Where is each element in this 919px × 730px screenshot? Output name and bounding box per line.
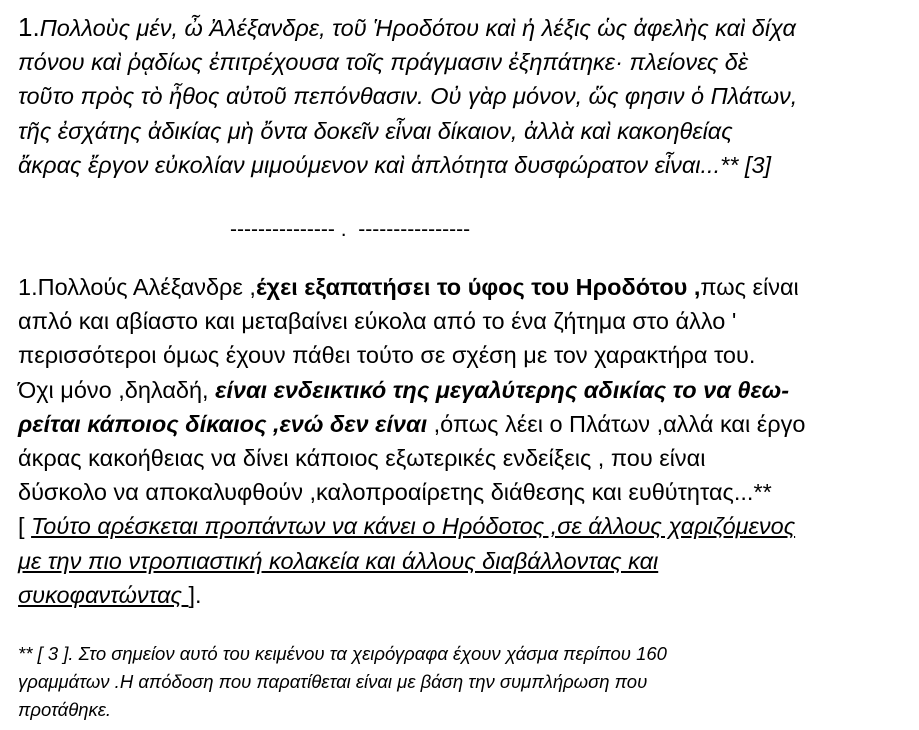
footnote xyxy=(18,640,898,724)
translation-line-8: [ Τούτο αρέσκεται προπάντων να κάνει ο Ηρόδοτος ,σε άλλους χαριζόμενος xyxy=(18,513,796,540)
ancient-line-3: τοῦτο πρὸς τὸ ἦθος αὐτοῦ πεπόνθασιν. Οὐ γὰρ μόνον, ὥς φησιν ὁ Πλάτων, xyxy=(18,83,798,110)
translation-line-9: με την πιο ντροπιαστική κολακεία και άλλους διαβάλλοντας και xyxy=(18,547,659,574)
modern-greek-translation xyxy=(18,270,913,612)
section-separator: --------------- . ---------------- xyxy=(230,218,471,241)
translation-line-3: περισσότεροι όμως έχουν πάθει τούτο σε σχέση με τον χαρακτήρα του. xyxy=(18,342,756,369)
ancient-line-2: πόνου καὶ ῥᾳδίως ἐπιτρέχουσα τοῖς πράγμασιν ἐξηπάτηκε· πλείονες δὲ xyxy=(18,49,749,76)
translation-line-7: δύσκολο να αποκαλυφθούν ,καλοπροαίρετης διάθεσης και ευθύτητας...** xyxy=(18,479,772,506)
translation-line-4: Όχι μόνο ,δηλαδή, είναι ενδεικτικό της μεγαλύτερης αδικίας το να θεω- xyxy=(18,376,790,403)
ancient-line-5: ἄκρας ἔργον εὐκολίαν μιμούμενον καὶ ἁπλότητα δυσφώρατον εἶναι...** [3] xyxy=(18,151,772,178)
footnote-line-2: γραμμάτων .Η απόδοση που παρατίθεται είναι με βάση την συμπλήρωση που xyxy=(18,671,648,692)
ancient-greek-passage xyxy=(18,10,913,182)
ancient-line-4: τῆς ἐσχάτης ἀδικίας μὴ ὄντα δοκεῖν εἶναι δίκαιον, ἀλλὰ καὶ κακοηθείας xyxy=(18,117,733,144)
footnote-line-1: ** [ 3 ]. Στο σημείον αυτό του κειμένου τα χειρόγραφα έχουν χάσμα περίπου 160 xyxy=(18,643,667,664)
translation-line-6: άκρας κακοήθειας να δίνει κάποιος εξωτερικές ενδείξεις , που είναι xyxy=(18,445,706,472)
translation-line-10: συκοφαντώντας ]. xyxy=(18,581,202,608)
ancient-line-1: 1.Πολλοὺς μέν, ὦ Ἀλέξανδρε, τοῦ Ἡροδότου καὶ ἡ λέξις ὡς ἀφελὴς καὶ δίχα xyxy=(18,12,796,42)
translation-line-1: 1.Πολλούς Αλέξανδρε ,έχει εξαπατήσει το ύφος του Ηροδότου ,πως είναι xyxy=(18,274,799,300)
passage-number: 1. xyxy=(18,12,40,42)
footnote-line-3: προτάθηκε. xyxy=(18,699,112,720)
translation-line-5: ρείται κάποιος δίκαιος ,ενώ δεν είναι ,όπως λέει ο Πλάτων ,αλλά και έργο xyxy=(18,410,806,437)
translation-line-2: απλό και αβίαστο και μεταβαίνει εύκολα από το ένα ζήτημα στο άλλο ' xyxy=(18,308,737,335)
